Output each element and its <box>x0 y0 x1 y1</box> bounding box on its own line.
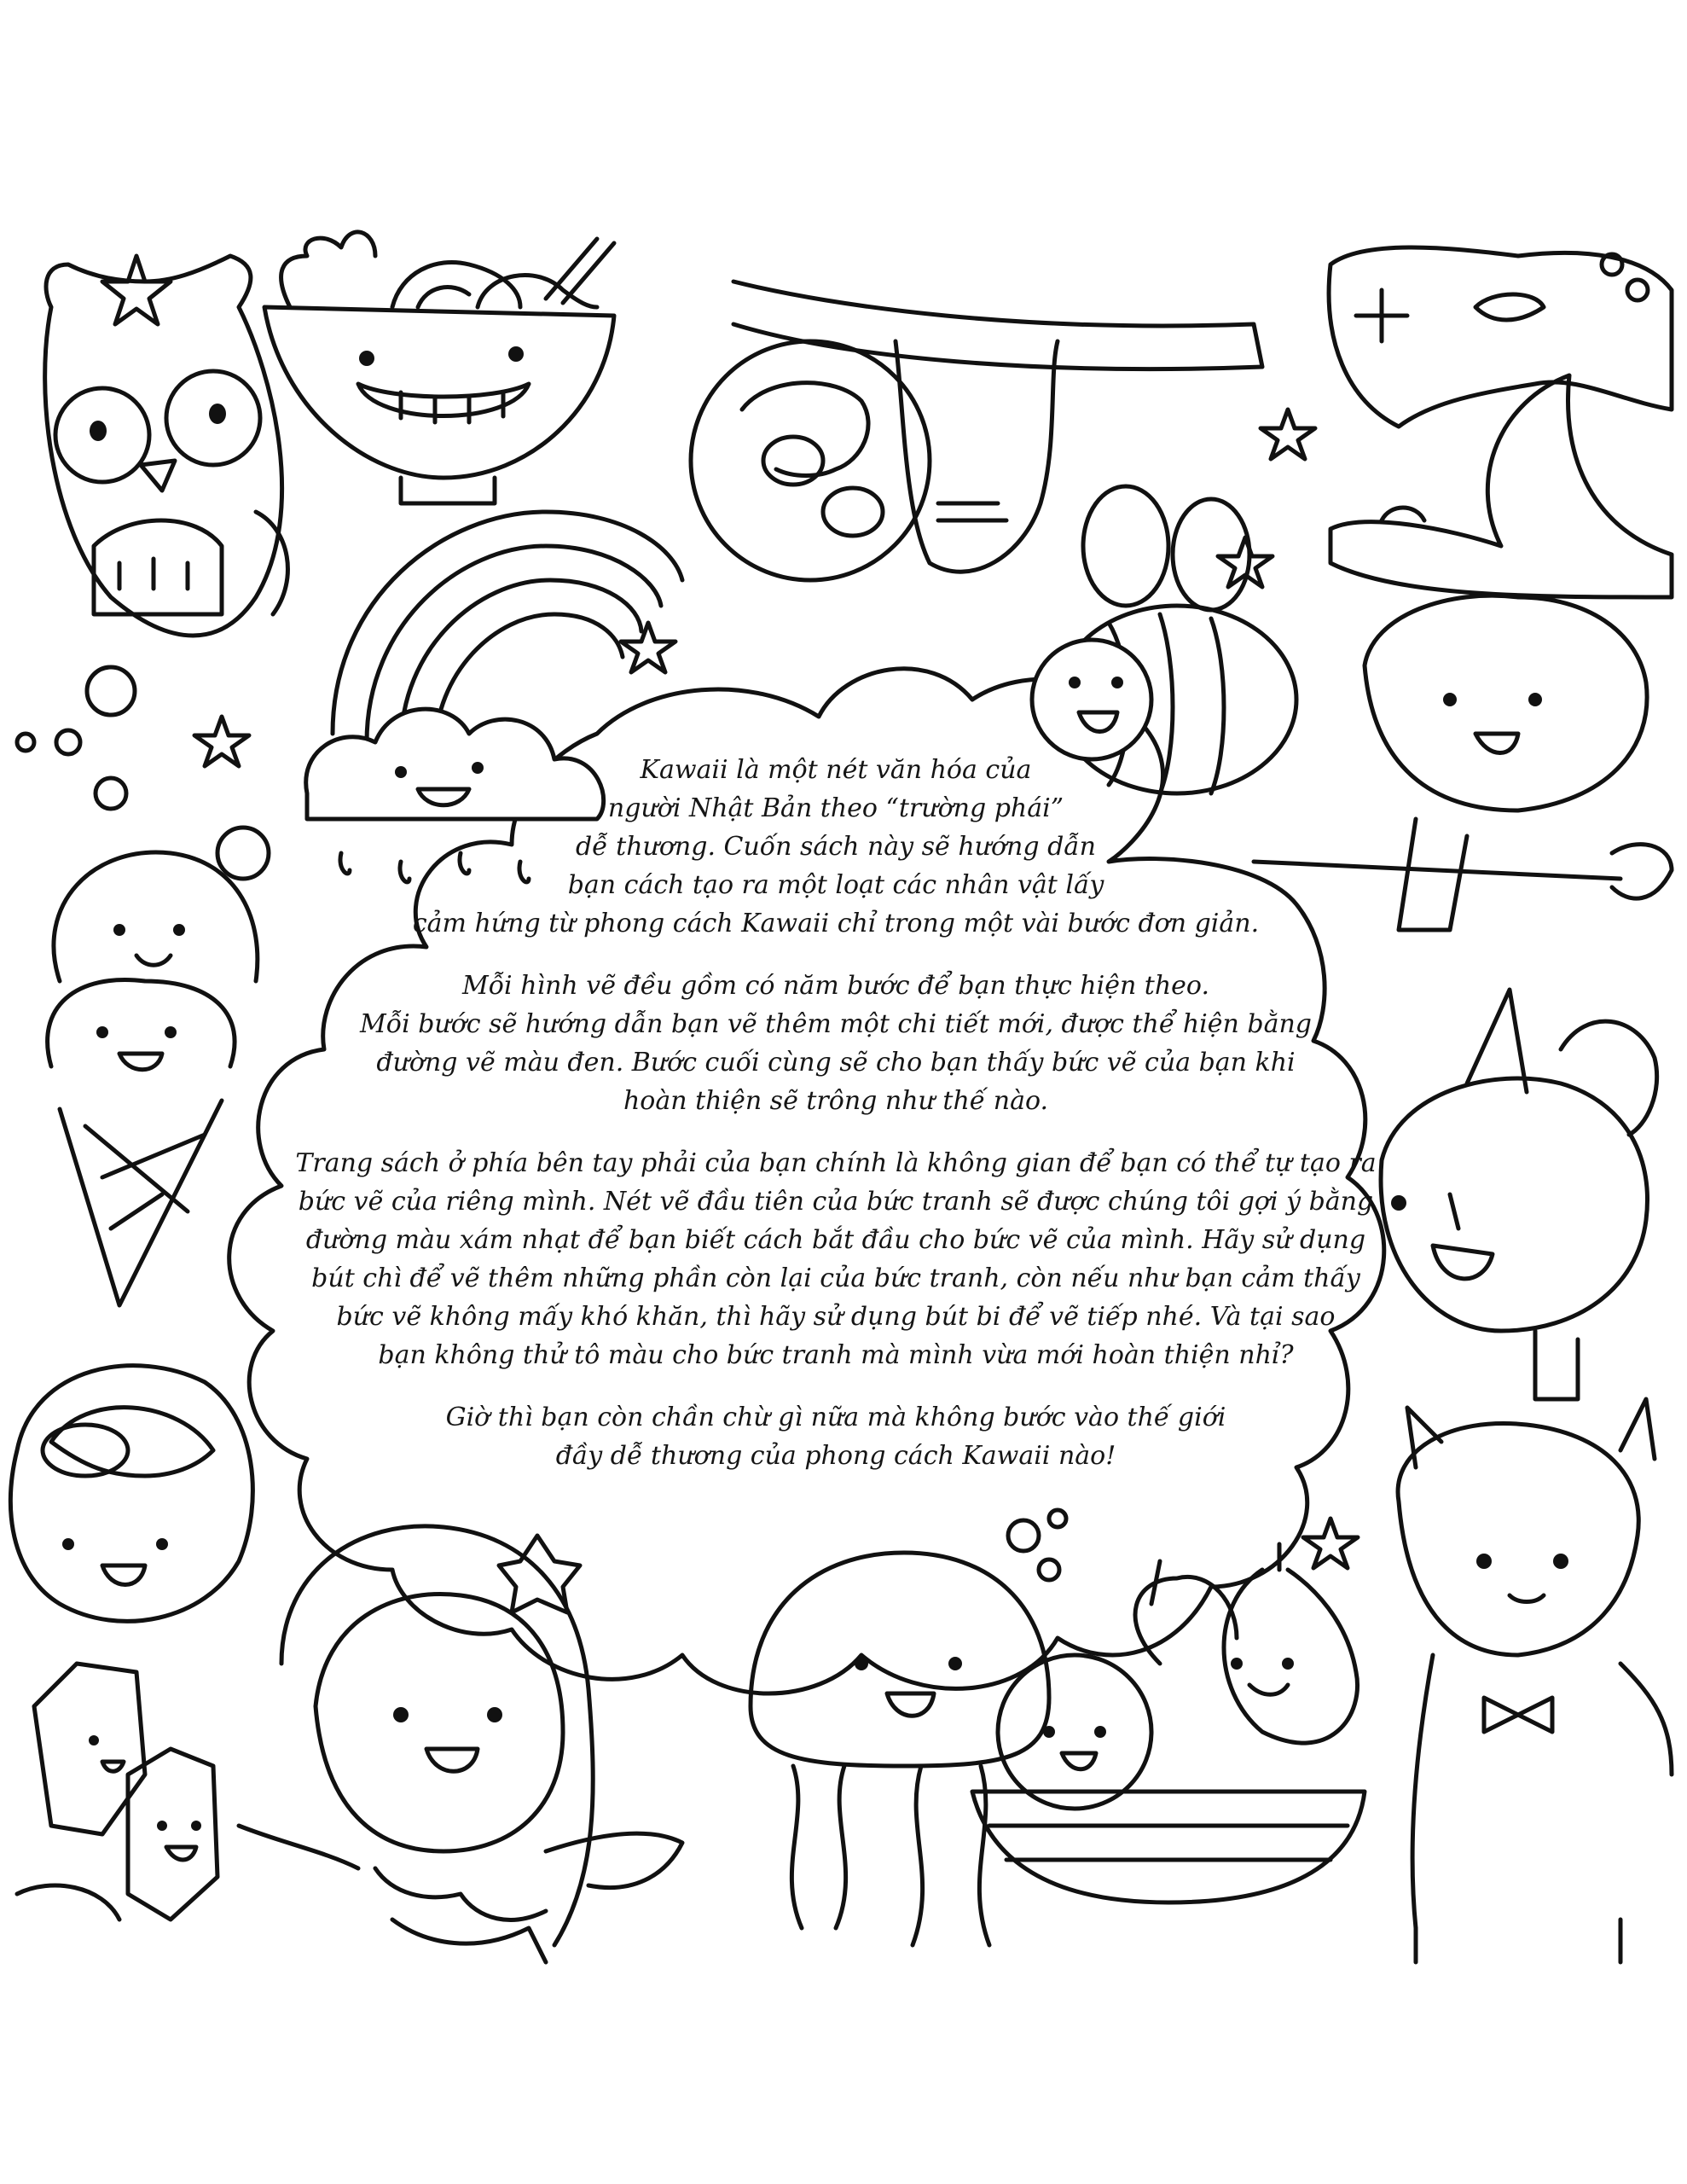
text-line: bạn cách tạo ra một loạt các nhân vật lấy <box>567 870 1104 900</box>
text-line: Trang sách ở phía bên tay phải của bạn chính là không gian để bạn có thể tự tạo ra <box>295 1148 1377 1178</box>
game-controller-drawing <box>1329 247 1672 427</box>
text-line: cảm hứng từ phong cách Kawaii chỉ trong một vài bước đơn giản. <box>412 909 1260 938</box>
text-line: Mỗi hình vẽ đều gồm có năm bước để bạn thực hiện theo. <box>461 971 1210 1001</box>
intro-paragraph-3 <box>281 1144 1390 1374</box>
intro-paragraph-2 <box>281 967 1390 1120</box>
text-line: Giờ thì bạn còn chần chừ gì nữa mà không bước vào thế giới <box>445 1403 1226 1432</box>
llama-drawing <box>1398 1399 1672 1962</box>
intro-text-block <box>281 751 1390 1499</box>
text-line: người Nhật Bản theo “trường phái” <box>607 793 1064 823</box>
text-line: Mỗi bước sẽ hướng dẫn bạn vẽ thêm một chi tiết mới, được thể hiện bằng <box>360 1009 1312 1039</box>
text-line: hoàn thiện sẽ trông như thế nào. <box>623 1086 1049 1116</box>
text-line: Kawaii là một nét văn hóa của <box>640 755 1032 785</box>
jellyfish-drawing <box>751 1510 1066 1945</box>
intro-paragraph-1 <box>281 751 1390 943</box>
text-line: bạn không thử tô màu cho bức tranh mà mình vừa mới hoàn thiện nhỉ? <box>378 1340 1294 1370</box>
text-line: đường màu xám nhạt để bạn biết cách bắt đầu cho bức vẽ của mình. Hãy sử dụng <box>305 1225 1366 1255</box>
donut-drawing <box>10 1366 252 1622</box>
crystals-drawing <box>17 1664 217 1920</box>
bubbles-decoration <box>17 667 135 809</box>
unicorn-drawing <box>1381 990 1657 1399</box>
mermaid-drawing <box>239 1526 682 1962</box>
ice-cream-drawing <box>48 828 269 1305</box>
text-line: đường vẽ màu đen. Bước cuối cùng sẽ cho bạn thấy bức vẽ của bạn khi <box>376 1048 1296 1077</box>
text-line: dễ thương. Cuốn sách này sẽ hướng dẫn <box>575 832 1097 862</box>
bee-drawing <box>1032 486 1296 793</box>
text-line: đầy dễ thương của phong cách Kawaii nào! <box>555 1441 1116 1471</box>
intro-paragraph-4 <box>281 1398 1390 1475</box>
text-line: bức vẽ của riêng mình. Nét vẽ đầu tiên của bức tranh sẽ được chúng tôi gợi ý bằng <box>298 1187 1374 1217</box>
noodle-bowl-drawing <box>264 232 614 503</box>
text-line: bút chì để vẽ thêm những phần còn lại của bức tranh, còn nếu như bạn cảm thấy <box>311 1263 1360 1293</box>
text-line: bức vẽ không mấy khó khăn, thì hãy sử dụng bút bi để vẽ tiếp nhé. Và tại sao <box>336 1302 1336 1332</box>
fruit-basket-drawing <box>972 1544 1365 1902</box>
owl-drawing <box>45 256 288 636</box>
